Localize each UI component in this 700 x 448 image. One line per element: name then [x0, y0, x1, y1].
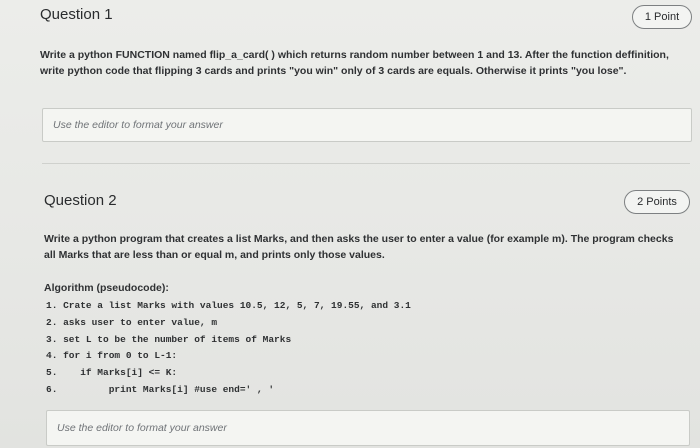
question-1-editor-placeholder: Use the editor to format your answer	[53, 119, 223, 131]
question-1-prompt: Write a python FUNCTION named flip_a_card( ) which returns random number between 1 and 13. After the function deffinition, write python code that flipping 3 cards and prints "you win" only of 3 cards are equals. Otherwise it prints "you lose".	[40, 49, 669, 77]
question-1-answer-editor[interactable]	[42, 108, 692, 142]
question-1-points-badge: 1 Point	[632, 5, 692, 29]
algorithm-line: 3. set L to be the number of items of Marks	[46, 334, 292, 345]
algorithm-line: 1. Crate a list Marks with values 10.5, 12, 5, 7, 19.55, and 3.1	[46, 300, 411, 311]
question-2-editor-placeholder: Use the editor to format your answer	[57, 422, 227, 434]
algorithm-title: Algorithm (pseudocode):	[44, 282, 169, 294]
question-2-title: Question 2	[44, 192, 117, 209]
algorithm-line: 5. if Marks[i] <= K:	[46, 367, 178, 378]
question-2-prompt: Write a python program that creates a list Marks, and then asks the user to enter a value (for example m). The program checks all Marks that are less than or equal m, and prints only those values.	[44, 233, 674, 261]
algorithm-line: 2. asks user to enter value, m	[46, 317, 218, 328]
question-2-points-badge: 2 Points	[624, 190, 690, 214]
question-1-title: Question 1	[40, 6, 113, 23]
question-2-answer-editor[interactable]	[46, 410, 690, 446]
algorithm-line: 6. print Marks[i] #use end=' , '	[46, 384, 275, 395]
question-divider	[42, 163, 690, 164]
algorithm-line: 4. for i from 0 to L-1:	[46, 350, 178, 361]
